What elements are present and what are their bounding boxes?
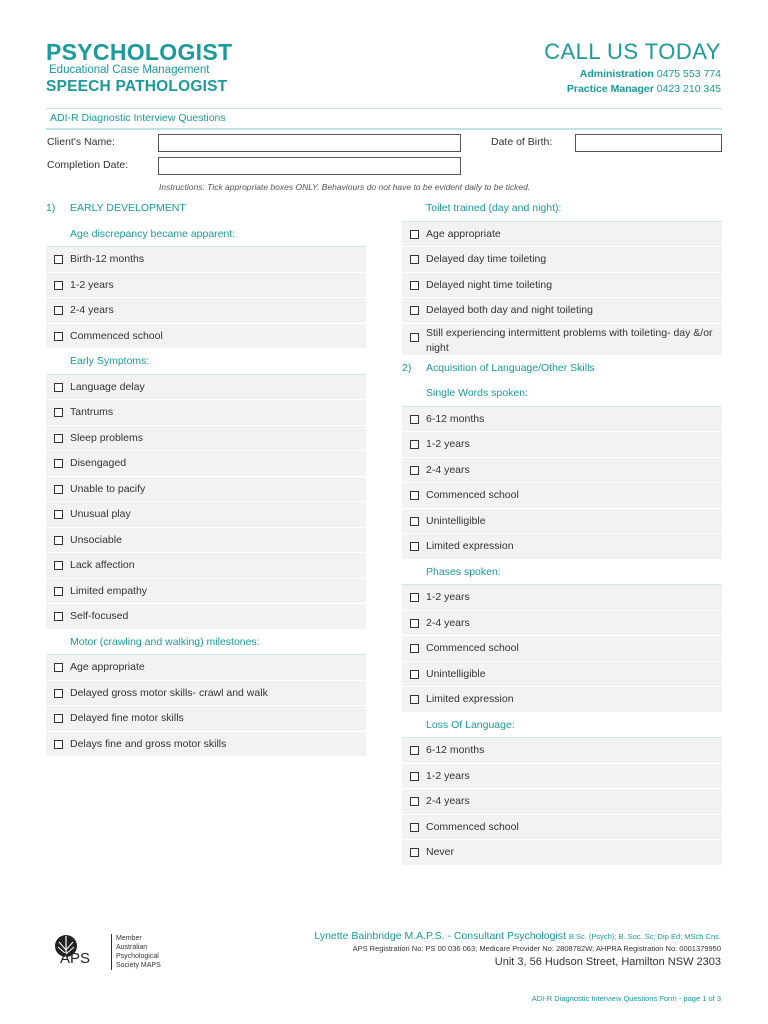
subsection-heading-text: Single Words spoken:	[426, 387, 528, 399]
checklist-item	[46, 502, 366, 528]
checkbox[interactable]	[410, 517, 419, 526]
checklist-item-label: Tantrums	[70, 406, 114, 418]
consultant-info	[314, 930, 721, 970]
checklist-item-label: Age appropriate	[70, 661, 145, 673]
admin-label: Administration	[579, 68, 654, 80]
checklist-item	[402, 687, 722, 713]
checklist-item	[402, 483, 722, 509]
checkbox[interactable]	[410, 491, 419, 500]
subsection-heading-text: Loss Of Language:	[426, 718, 515, 731]
checklist-item-label: Commenced school	[426, 642, 519, 654]
checklist-item-label: 2-4 years	[70, 304, 114, 316]
checkbox[interactable]	[410, 644, 419, 653]
checklist-item	[402, 298, 722, 324]
checklist-item	[402, 407, 722, 433]
checkbox[interactable]	[54, 740, 63, 749]
checklist-item	[402, 789, 722, 815]
checkbox[interactable]	[410, 670, 419, 679]
checklist-item	[46, 324, 366, 350]
checklist-item	[46, 553, 366, 579]
checklist-item	[46, 528, 366, 554]
checklist-item	[402, 534, 722, 560]
checklist-item	[402, 611, 722, 637]
checklist-item	[402, 636, 722, 662]
completion-date-label: Completion Date:	[47, 159, 129, 171]
checklist-item-label: Still experiencing intermittent problems with toileting- day &/or night	[426, 326, 713, 354]
checkbox[interactable]	[54, 459, 63, 468]
section-number: 2)	[402, 361, 412, 374]
subsection-heading-text: Early Symptoms:	[70, 355, 150, 367]
checkbox[interactable]	[410, 306, 419, 315]
checklist-item-label: Unable to pacify	[70, 482, 146, 495]
admin-contact	[544, 68, 721, 81]
checkbox[interactable]	[54, 408, 63, 417]
aps-member-text	[111, 934, 161, 970]
checklist-item	[46, 400, 366, 426]
checkbox[interactable]	[410, 281, 419, 290]
contact-block	[544, 38, 721, 96]
checkbox[interactable]	[54, 663, 63, 672]
checklist-item	[402, 585, 722, 611]
page-footer: ADI-R Diagnostic Interview Questions Form - page 1 of 3	[531, 994, 721, 1003]
checklist-item-label: Unusual play	[70, 508, 131, 520]
checklist-item-label: Language delay	[70, 380, 145, 393]
checkbox[interactable]	[54, 587, 63, 596]
checklist-item-label: Delayed gross motor skills- crawl and walk	[70, 686, 268, 699]
checklist-item-label: Never	[426, 846, 455, 858]
checklist-item-label: Birth-12 months	[70, 253, 145, 265]
checklist-item	[402, 222, 722, 248]
subsection-heading	[402, 713, 722, 739]
checklist-item	[46, 604, 366, 630]
checkbox[interactable]	[410, 466, 419, 475]
pm-label: Practice Manager	[566, 83, 654, 95]
checklist-item	[46, 451, 366, 477]
checkbox[interactable]	[410, 619, 419, 628]
checklist-item-label: Lack affection	[70, 559, 135, 571]
checkbox[interactable]	[410, 333, 419, 342]
checkbox[interactable]	[410, 848, 419, 857]
checklist-item-label: 2-4 years	[426, 616, 470, 629]
checkbox[interactable]	[410, 797, 419, 806]
checklist-item-label: Age appropriate	[426, 227, 501, 240]
subsection-heading	[402, 560, 722, 586]
checkbox[interactable]	[410, 695, 419, 704]
checklist-item	[46, 247, 366, 273]
checkbox[interactable]	[410, 593, 419, 602]
checklist-item	[46, 477, 366, 503]
client-name-field[interactable]	[158, 134, 461, 152]
checklist-item-label: Delayed night time toileting	[426, 278, 553, 291]
checklist-item	[402, 247, 722, 273]
subsection-heading	[46, 630, 366, 656]
dob-field[interactable]	[575, 134, 722, 152]
checkbox[interactable]	[54, 383, 63, 392]
checklist-item-label: Commenced school	[70, 329, 163, 342]
pm-phone: 0423 210 345	[656, 83, 721, 95]
left-column	[46, 196, 366, 757]
checklist-item	[46, 298, 366, 324]
section-heading-text: Acquisition of Language/Other Skills	[426, 361, 595, 374]
checklist-item-label: 6-12 months	[426, 744, 485, 756]
checkbox[interactable]	[54, 510, 63, 519]
checklist-item	[402, 324, 722, 356]
checkbox[interactable]	[54, 689, 63, 698]
checklist-item-label: Self-focused	[70, 610, 129, 622]
checklist-item	[402, 273, 722, 299]
section-number: 1)	[46, 202, 56, 214]
checklist-item	[46, 375, 366, 401]
checklist-item-label: 1-2 years	[426, 591, 470, 603]
checklist-item-label: 1-2 years	[426, 769, 470, 782]
checklist-item-label: Unintelligible	[426, 667, 486, 680]
checklist-item-label: 2-4 years	[426, 795, 470, 807]
checkbox[interactable]	[54, 281, 63, 290]
checklist-item	[402, 815, 722, 841]
checklist-item-label: Unintelligible	[426, 514, 486, 527]
subsection-heading-text: Age discrepancy became apparent:	[70, 227, 236, 240]
checklist-item	[46, 426, 366, 452]
checklist-item	[402, 509, 722, 535]
subsection-heading-text: Toilet trained (day and night):	[426, 202, 562, 214]
checkbox[interactable]	[54, 561, 63, 570]
section-heading-text: EARLY DEVELOPMENT	[70, 202, 186, 214]
brand-block	[46, 40, 232, 97]
checklist-item	[402, 458, 722, 484]
brand-speech-pathologist: SPEECH PATHOLOGIST	[46, 78, 228, 95]
checklist-item	[46, 681, 366, 707]
completion-date-field[interactable]	[158, 157, 461, 175]
checkbox[interactable]	[410, 415, 419, 424]
checklist-item	[46, 706, 366, 732]
section-heading	[46, 196, 366, 222]
consultant-name: Lynette Bainbridge M.A.P.S. - Consultant Psychologist	[314, 930, 566, 942]
subsection-heading-text: Phases spoken:	[426, 565, 501, 578]
checklist-item-label: Delayed fine motor skills	[70, 712, 184, 724]
checklist-item-label: Commenced school	[426, 820, 519, 833]
consultant-qualifications: B.Sc. (Psych); B. Soc. Sc; Dip Ed; MSch Cns.	[568, 932, 721, 941]
checklist-item-label: Disengaged	[70, 457, 127, 469]
subsection-heading	[46, 222, 366, 248]
checklist-item-label: 1-2 years	[70, 278, 114, 291]
checkbox[interactable]	[54, 255, 63, 264]
registration-line: APS Registration No: PS 00 036 063; Medicare Provider No: 2808782W; AHPRA Registration No: 0001379950	[352, 944, 721, 953]
checkbox[interactable]	[410, 230, 419, 239]
checklist-item-label: Commenced school	[426, 489, 519, 501]
checklist-item-label: Delayed day time toileting	[426, 253, 547, 265]
checklist-item	[46, 579, 366, 605]
checklist-item-label: 1-2 years	[426, 438, 470, 450]
checkbox[interactable]	[54, 536, 63, 545]
checkbox[interactable]	[54, 434, 63, 443]
checklist-item-label: Sleep problems	[70, 431, 143, 444]
checkbox[interactable]	[54, 332, 63, 341]
checklist-item	[402, 662, 722, 688]
checkbox[interactable]	[54, 612, 63, 621]
address-line: Unit 3, 56 Hudson Street, Hamilton NSW 2303	[494, 956, 721, 968]
dob-label: Date of Birth:	[491, 136, 553, 148]
checklist-item-label: 2-4 years	[426, 463, 470, 476]
aps-member-line: Member	[116, 935, 142, 942]
brand-subtitle: Educational Case Management	[49, 64, 210, 76]
section-heading	[402, 356, 722, 382]
checklist-item-label: Limited expression	[426, 540, 514, 552]
checklist-item	[402, 432, 722, 458]
aps-member-line: Australian	[116, 944, 148, 951]
checklist-item	[402, 840, 722, 866]
checkbox[interactable]	[410, 823, 419, 832]
checklist-item	[402, 738, 722, 764]
brand-psychologist: PSYCHOLOGIST	[46, 39, 233, 65]
aps-logo-text: APS	[60, 950, 91, 967]
aps-member-line: Society MAPS	[116, 962, 161, 969]
subsection-heading	[402, 381, 722, 407]
subsection-heading-text: Motor (crawling and walking) milestones:	[70, 635, 260, 648]
checklist-item	[46, 273, 366, 299]
checklist-item	[402, 764, 722, 790]
checklist-item	[46, 655, 366, 681]
pm-contact	[544, 83, 721, 96]
checkbox[interactable]	[54, 306, 63, 315]
checklist-item-label: Delayed both day and night toileting	[426, 304, 593, 316]
client-name-label: Client's Name:	[47, 136, 115, 148]
aps-member-line: Psychological	[116, 953, 159, 960]
checkbox[interactable]	[410, 255, 419, 264]
checkbox[interactable]	[410, 772, 419, 781]
instructions-text: Instructions: Tick appropriate boxes ONLY. Behaviours do not have to be evident daily to be ticked.	[159, 182, 531, 192]
checklist-item-label: Unsociable	[70, 533, 122, 546]
consultant-line	[314, 930, 721, 943]
checklist-item-label: 6-12 months	[426, 412, 485, 425]
subsection-heading	[46, 349, 366, 375]
form-title: ADI-R Diagnostic Interview Questions	[46, 108, 722, 130]
checklist-item-label: Limited empathy	[70, 584, 148, 597]
subsection-heading	[402, 196, 722, 222]
checkbox[interactable]	[410, 746, 419, 755]
checklist-item-label: Limited expression	[426, 693, 514, 705]
checkbox[interactable]	[54, 714, 63, 723]
checkbox[interactable]	[410, 542, 419, 551]
call-us-title: CALL US TODAY	[544, 39, 721, 64]
checkbox[interactable]	[410, 440, 419, 449]
checkbox[interactable]	[54, 485, 63, 494]
right-column	[402, 196, 722, 866]
admin-phone: 0475 553 774	[656, 68, 721, 80]
checklist-item-label: Delays fine and gross motor skills	[70, 737, 227, 750]
checklist-item	[46, 732, 366, 758]
